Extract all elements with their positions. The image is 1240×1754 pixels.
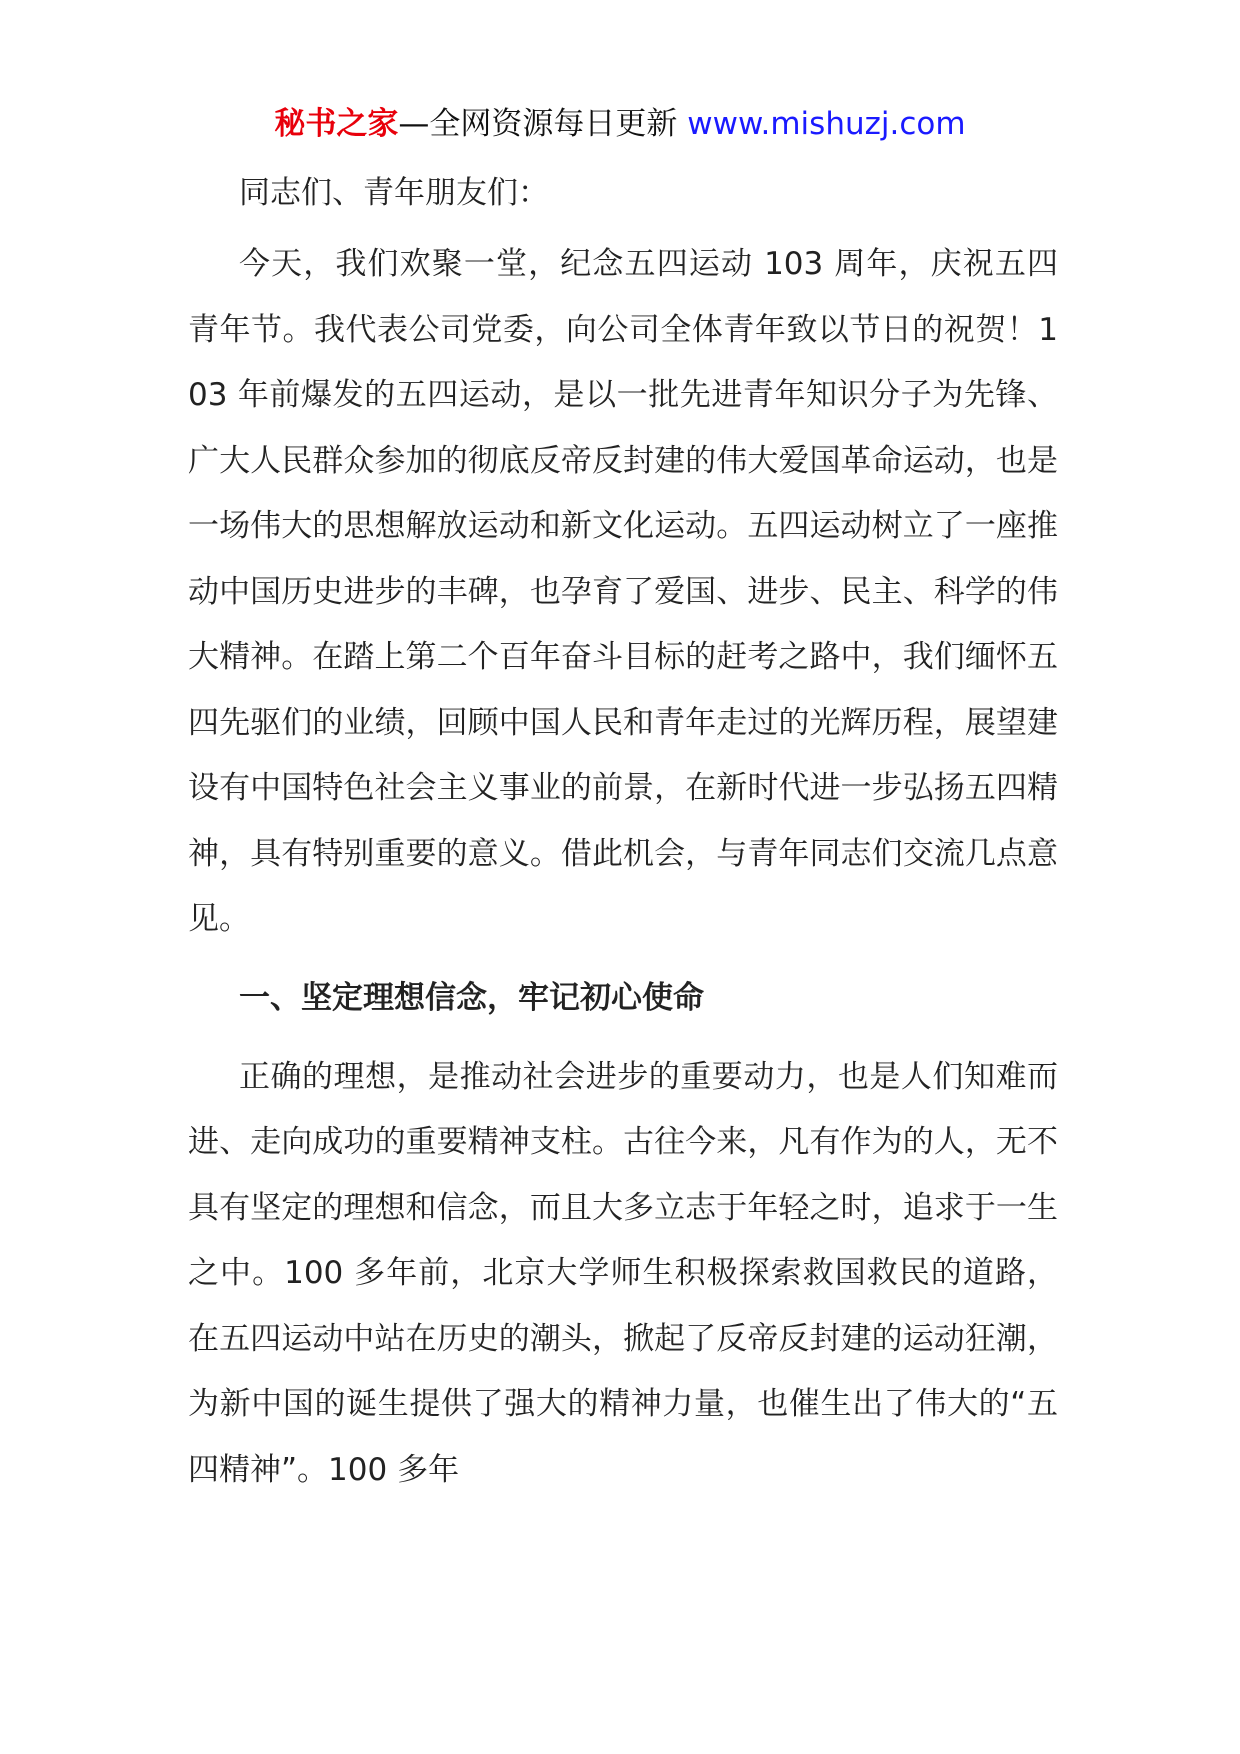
document-body [188,168,1058,1519]
header-tagline: —全网资源每日更新 [398,106,688,142]
brand-name: 秘书之家 [274,106,399,142]
website-link[interactable]: www.mishuzj.com [687,106,966,142]
page-header [0,104,1240,144]
paragraph-1: 今天，我们欢聚一堂，纪念五四运动 103 周年，庆祝五四青年节。我代表公司党委，向公司全体青年致以节日的祝贺！103 年前爆发的五四运动，是以一批先进青年知识分子为先锋、广大人民群众参加的彻底反帝反封建的伟大爱国革命运动，也是一场伟大的思想解放运动和新文化运动。五四运动树立了一座推动中国历史进步的丰碑，也孕育了爱国、进步、民主、科学的伟大精神。在踏上第二个百年奋斗目标的赶考之路中，我们缅怀五四先驱们的业绩，回顾中国人民和青年走过的光辉历程，展望建设有中国特色社会主义事业的前景，在新时代进一步弘扬五四精神，具有特别重要的意义。借此机会，与青年同志们交流几点意见。 [188,246,1058,937]
paragraph-2: 正确的理想，是推动社会进步的重要动力，也是人们知难而进、走向成功的重要精神支柱。古往今来，凡有作为的人，无不具有坚定的理想和信念，而且大多立志于年轻之时，追求于一生之中。100 多年前，北京大学师生积极探索救国救民的道路，在五四运动中站在历史的潮头，掀起了反帝反封建的运动狂潮，为新中国的诞生提供了强大的精神力量，也催生出了伟大的“五四精神”。100 多年 [188,1058,1058,1488]
section-heading-1: 一、坚定理想信念，牢记初心使命 [239,979,704,1016]
greeting: 同志们、青年朋友们： [239,175,549,211]
